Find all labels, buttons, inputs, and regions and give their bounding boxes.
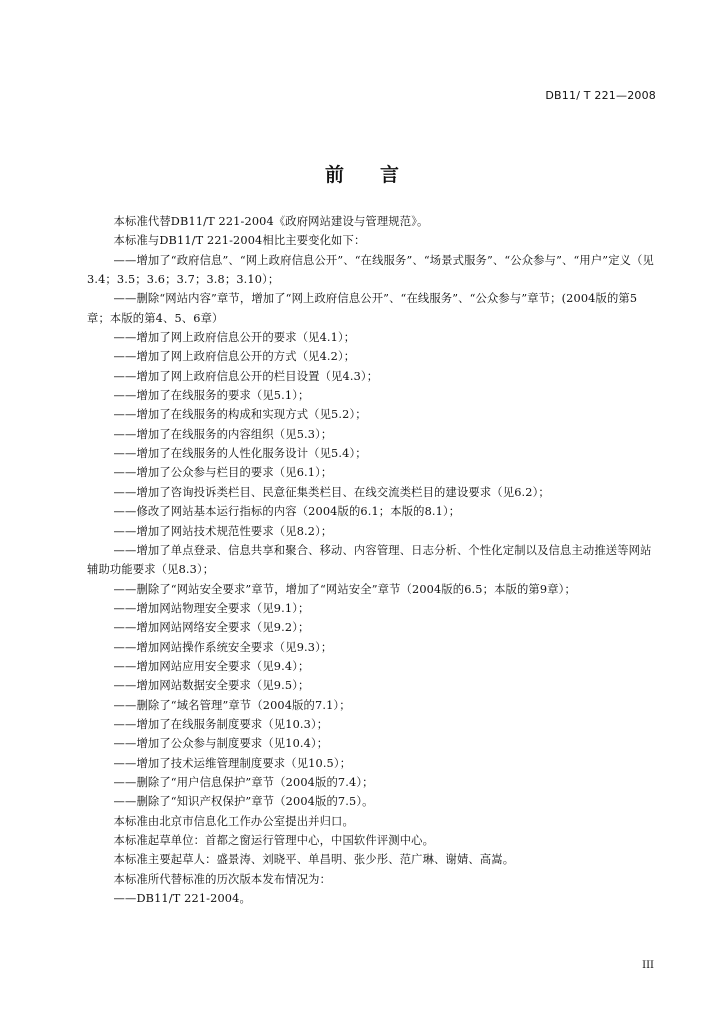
change-item: ——增加了在线服务的构成和实现方式（见5.2）；	[113, 408, 367, 422]
change-item: ——增加了技术运维管理制度要求（见10.5）；	[113, 756, 352, 770]
paragraph: 本标准起草单位：首都之窗运行管理中心，中国软件评测中心。	[113, 834, 435, 847]
paragraph: 本标准代替DB11/T 221-2004《政府网站建设与管理规范》。	[113, 215, 429, 228]
change-item: ——增加了网上政府信息公开的栏目设置（见4.3）；	[113, 369, 379, 383]
paragraph: 本标准主要起草人：盛景涛、刘晓平、单昌明、张少彤、范广琳、谢婧、高嵩。	[113, 853, 515, 867]
change-item: ——删除了“域名管理”章节（2004版的7.1）；	[113, 698, 351, 712]
page-title	[0, 160, 724, 187]
change-item: ——增加了咨询投诉类栏目、民意征集类栏目、在线交流类栏目的建设要求（见6.2）；	[113, 485, 550, 499]
change-item: ——增加了在线服务的人性化服务设计（见5.4）；	[113, 447, 367, 461]
change-item: ——修改了网站基本运行指标的内容（2004版的6.1；本版的8.1）；	[113, 505, 461, 519]
change-item: ——增加网站操作系统安全要求（见9.3）；	[113, 640, 333, 654]
change-item: ——增加了单点登录、信息共享和聚合、移动、内容管理、日志分析、个性化定制以及信息主动推送等网站辅助功能要求（见8.3）；	[87, 543, 652, 577]
title-part-2: 言	[380, 164, 400, 186]
change-item: ——增加网站网络安全要求（见9.2）；	[113, 621, 310, 635]
change-item: ——删除了“用户信息保护”章节（2004版的7.4）；	[113, 775, 374, 789]
page-number: III	[642, 960, 654, 971]
change-item: ——增加了在线服务的内容组织（见5.3）；	[113, 427, 333, 441]
change-item: ——增加了网站技术规范性要求（见8.2）；	[113, 524, 333, 538]
change-item: ——增加了在线服务制度要求（见10.3）；	[113, 717, 329, 731]
change-item: ——增加了“政府信息”、“网上政府信息公开”、“在线服务”、“场景式服务”、“公众参与”、“用户”定义（见3.4；3.5；3.6；3.7；3.8；3.10）；	[87, 253, 654, 287]
change-item: ——增加网站数据安全要求（见9.5）；	[113, 679, 310, 693]
change-item: ——增加了公众参与制度要求（见10.4）；	[113, 737, 329, 751]
change-item: ——增加了公众参与栏目的要求（见6.1）；	[113, 466, 333, 480]
change-item: ——增加网站应用安全要求（见9.4）；	[113, 659, 310, 673]
paragraph: 本标准所代替标准的历次版本发布情况为：	[113, 872, 332, 886]
change-item: ——删除“网站内容”章节，增加了“网上政府信息公开”、“在线服务”、“公众参与”章节；(2004版的第5章；本版的第4、5、6章）	[87, 292, 638, 325]
change-item: ——DB11/T 221-2004。	[113, 892, 251, 906]
change-item: ——删除了“网站安全要求”章节，增加了“网站安全”章节（2004版的6.5；本版的第9章）；	[113, 582, 576, 596]
document-code: DB11/ T 221—2008	[545, 89, 656, 102]
change-item: ——增加了网上政府信息公开的要求（见4.1）；	[113, 331, 356, 345]
change-item: ——增加了在线服务的要求（见5.1）；	[113, 389, 310, 403]
preface-body	[87, 212, 655, 908]
change-item: ——删除了“知识产权保护”章节（2004版的7.5）。	[113, 795, 374, 809]
paragraph: 本标准与DB11/T 221-2004相比主要变化如下：	[113, 234, 366, 248]
change-item: ——增加了网上政府信息公开的方式（见4.2）；	[113, 350, 356, 364]
change-item: ——增加网站物理安全要求（见9.1）；	[113, 601, 310, 615]
paragraph: 本标准由北京市信息化工作办公室提出并归口。	[113, 814, 354, 828]
title-part-1: 前	[324, 164, 344, 186]
